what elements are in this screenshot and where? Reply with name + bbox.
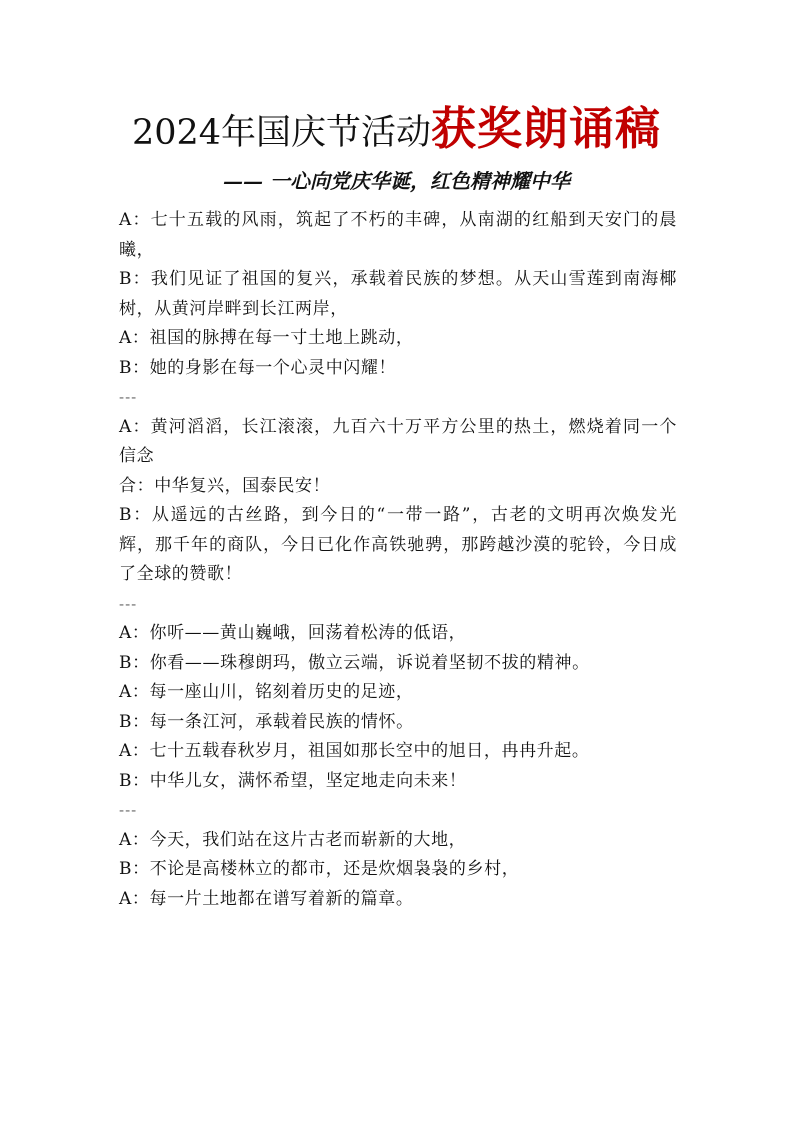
paragraph: B：她的身影在每一个心灵中闪耀！ bbox=[119, 357, 397, 378]
paragraph: B：每一条江河，承载着民族的情怀。 bbox=[119, 711, 414, 732]
page-title bbox=[0, 100, 793, 168]
paragraph: A：每一座山川，铭刻着历史的足迹， bbox=[119, 682, 414, 702]
paragraph: B：我们见证了祖国的复兴，承载着民族的梦想。从天山雪莲到南海椰树，从黄河岸畔到长江两岸， bbox=[119, 269, 677, 319]
title-highlight: 获奖朗诵稿 bbox=[431, 102, 662, 155]
paragraph: A：你听——黄山巍峨，回荡着松涛的低语， bbox=[119, 623, 467, 643]
paragraph: A：今天，我们站在这片古老而崭新的大地， bbox=[119, 829, 467, 850]
paragraph: B：不论是高楼林立的都市，还是炊烟袅袅的乡村， bbox=[119, 859, 520, 879]
paragraph: 合：中华复兴，国泰民安！ bbox=[119, 475, 331, 496]
recitation-body bbox=[119, 206, 677, 914]
paragraph: A：祖国的脉搏在每一寸土地上跳动， bbox=[119, 328, 414, 348]
paragraph: B：中华儿女，满怀希望，坚定地走向未来！ bbox=[119, 770, 467, 791]
section-separator: --- bbox=[119, 594, 138, 613]
section-separator: --- bbox=[119, 388, 138, 406]
paragraph: A：每一片土地都在谱写着新的篇章。 bbox=[119, 888, 414, 909]
paragraph: B：你看——珠穆朗玛，傲立云端，诉说着坚韧不拔的精神。 bbox=[119, 652, 590, 673]
paragraph: B：从遥远的古丝路，到今日的“一带一路”，古老的文明再次焕发光辉，那千年的商队，今日已化作高铁驰骋，那跨越沙漠的驼铃，今日成了全球的赞歌！ bbox=[119, 505, 677, 584]
title-plain: 2024年国庆节活动 bbox=[131, 113, 432, 153]
paragraph: A：七十五载春秋岁月，祖国如那长空中的旭日，冉冉升起。 bbox=[119, 741, 590, 761]
page-subtitle: —— 一心向党庆华诞，红色精神耀中华 bbox=[223, 169, 570, 193]
paragraph: A：七十五载的风雨，筑起了不朽的丰碑，从南湖的红船到天安门的晨曦， bbox=[119, 210, 677, 260]
section-separator: --- bbox=[119, 801, 138, 819]
paragraph: A：黄河滔滔，长江滚滚，九百六十万平方公里的热土，燃烧着同一个信念 bbox=[119, 416, 677, 466]
